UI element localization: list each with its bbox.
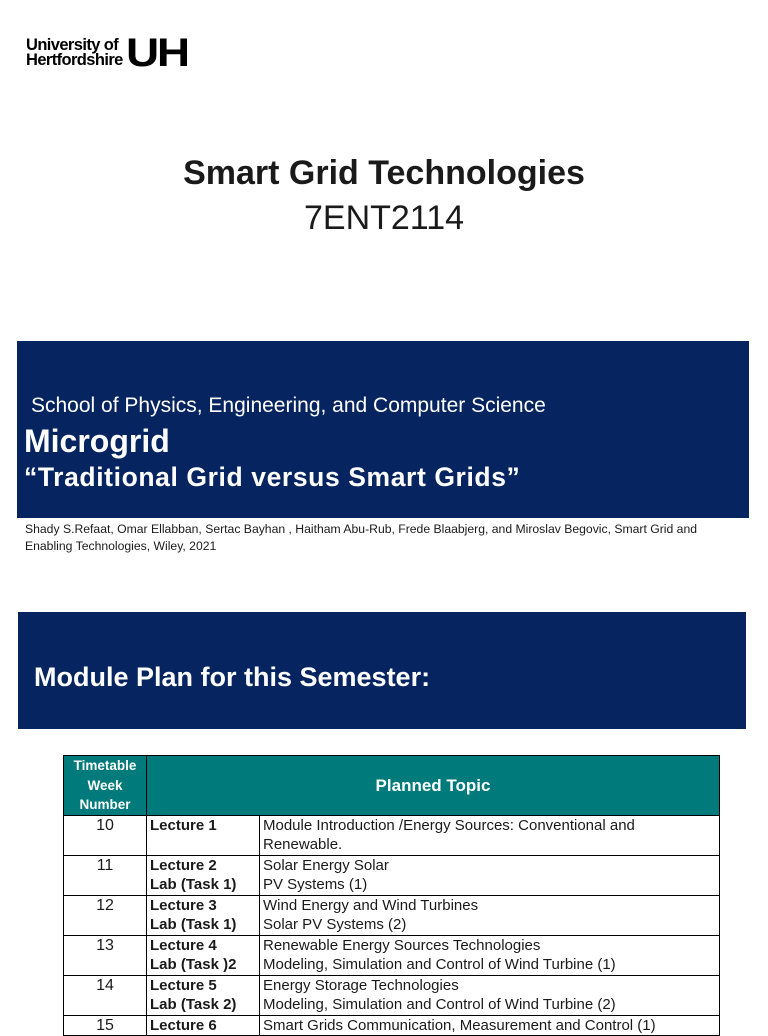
table-row: [64, 975, 720, 1015]
week-cell: 15: [64, 1015, 147, 1036]
module-plan-table: [63, 755, 720, 1036]
session-cell: [147, 1015, 260, 1036]
topic-cell: [260, 975, 720, 1015]
page-title: Smart Grid Technologies: [183, 154, 585, 192]
table-row: [64, 935, 720, 975]
session-cell: [147, 935, 260, 975]
module-code: 7ENT2114: [303, 199, 465, 237]
reference-citation: Shady S.Refaat, Omar Ellabban, Sertac Bayhan , Haitham Abu-Rub, Frede Blaabjerg, and Miroslav Begovic, Smart Grid and Enabling Technologies, Wiley, 2021: [25, 522, 698, 553]
topic-line: Modeling, Simulation and Control of Wind Turbine (2): [263, 996, 616, 1013]
topic-line: Solar PV Systems (2): [263, 916, 407, 933]
topic-cell: [260, 895, 720, 935]
session-line: Lecture 5: [150, 976, 217, 994]
topic-heading: Microgrid: [24, 423, 170, 459]
topic-cell: [260, 855, 720, 895]
week-cell: 11: [64, 855, 147, 895]
session-line: Lab (Task )2: [150, 956, 237, 973]
session-line: Lecture 2: [150, 856, 217, 874]
table-row: [64, 855, 720, 895]
session-line: Lecture 4: [150, 936, 217, 954]
topic-line: Smart Grids Communication, Measurement and Control (1): [263, 1016, 656, 1034]
logo-line-2: Hertfordshire: [26, 51, 123, 69]
session-line: Lecture 3: [150, 896, 217, 914]
week-cell: 12: [64, 895, 147, 935]
session-cell: [147, 975, 260, 1015]
logo-mark: UH: [125, 31, 188, 75]
topic-column-header: Planned Topic: [147, 756, 720, 816]
topic-line: Renewable.: [263, 836, 343, 853]
week-cell: 13: [64, 935, 147, 975]
session-cell: [147, 895, 260, 935]
topic-line: Wind Energy and Wind Turbines: [263, 896, 479, 914]
university-logo: [26, 31, 188, 75]
topic-line: Renewable Energy Sources Technologies: [263, 936, 541, 954]
topic-banner: [17, 341, 749, 518]
topic-cell: [260, 1015, 720, 1036]
session-line: Lab (Task 1): [150, 876, 237, 893]
week-cell: 14: [64, 975, 147, 1015]
topic-line: Solar Energy Solar: [263, 856, 389, 874]
logo-wordmark: [26, 38, 123, 68]
table-header-row: [64, 756, 720, 816]
school-name: School of Physics, Engineering, and Computer Science: [31, 394, 546, 417]
session-line: Lab (Task 2): [150, 996, 237, 1013]
topic-line: Energy Storage Technologies: [263, 976, 459, 994]
table-row: [64, 815, 720, 855]
module-plan-heading: Module Plan for this Semester:: [34, 662, 431, 692]
week-cell: 10: [64, 815, 147, 855]
week-column-header: Timetable Week Number: [64, 756, 147, 816]
session-line: Lab (Task 1): [150, 916, 237, 933]
table-row: [64, 895, 720, 935]
logo-line-1: University of: [26, 36, 119, 54]
session-cell: [147, 855, 260, 895]
session-line: Lecture 6: [150, 1016, 217, 1034]
topic-line: Module Introduction /Energy Sources: Conventional and: [263, 816, 635, 834]
session-line: Lecture 1: [150, 816, 217, 834]
topic-line: Modeling, Simulation and Control of Wind Turbine (1): [263, 956, 616, 973]
module-plan-banner: [18, 612, 746, 729]
session-cell: [147, 815, 260, 855]
topic-line: PV Systems (1): [263, 876, 368, 893]
table-row: [64, 1015, 720, 1036]
topic-subtitle: “Traditional Grid versus Smart Grids”: [24, 462, 521, 492]
topic-cell: [260, 935, 720, 975]
topic-cell: [260, 815, 720, 855]
